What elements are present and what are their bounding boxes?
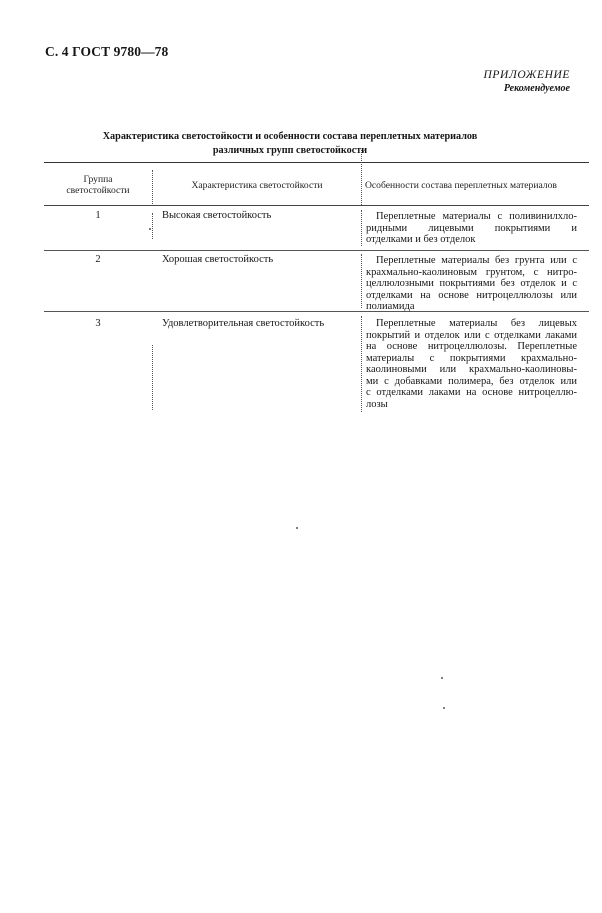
row-3-composition [366, 318, 577, 410]
composition-line: материалы с покрытиями крахмально- [366, 352, 577, 364]
composition-line: с отделками лаками на основе нитроцеллю- [366, 387, 577, 398]
composition-line: ридными лицевыми покрытиями и [366, 222, 577, 234]
composition-line: Переплетные материалы без лицевых [376, 318, 577, 329]
column-divider [361, 210, 362, 246]
scan-speck [296, 527, 298, 529]
caption-line-2: различных групп светостойкости [212, 145, 368, 156]
column-divider [152, 170, 153, 204]
composition-line: отделками на основе нитроцеллюлозы или [366, 289, 577, 301]
scan-speck [441, 677, 443, 679]
table-header-rule [44, 205, 589, 206]
composition-line: покрытий и отделок или с отделками лаками [366, 329, 577, 341]
row-3-group: 3 [95, 318, 101, 329]
row-divider [44, 250, 589, 251]
composition-line: каолиновыми или крахмально-каолиновы- [366, 364, 577, 375]
caption-line-1: Характеристика светостойкости и особенности состава переплетных материалов [102, 131, 478, 142]
appendix-subtitle: Рекомендуемое [503, 83, 570, 94]
page-header: С. 4 ГОСТ 9780—78 [45, 44, 169, 59]
row-2-characteristic: Хорошая светостойкость [162, 254, 274, 265]
composition-line: полиамида [366, 301, 415, 312]
column-divider [361, 150, 362, 205]
composition-line: лозы [366, 398, 388, 410]
column-divider [152, 213, 153, 239]
appendix-label [484, 69, 570, 95]
table-top-rule [44, 162, 589, 163]
row-1-composition [366, 211, 577, 246]
composition-line: отделками и без отделок [366, 234, 476, 245]
column-divider [361, 316, 362, 412]
composition-line: целлюлозными покрытиями без отделок и с [366, 278, 577, 289]
row-1-characteristic: Высокая светостойкость [162, 210, 272, 221]
column-divider [361, 254, 362, 308]
header-composition: Особенности состава переплетных материалов [365, 180, 557, 191]
appendix-title: ПРИЛОЖЕНИЕ [483, 69, 570, 81]
composition-line: ми с добавками полимера, без отделок или [366, 375, 577, 387]
scan-speck [443, 707, 445, 709]
row-2-group: 2 [95, 254, 101, 265]
composition-line: на основе нитроцеллюлозы. Переплетные [366, 341, 577, 352]
composition-line: крахмально-каолиновым грунтом, с нитро- [366, 266, 577, 278]
header-group [50, 174, 146, 196]
row-1-group: 1 [95, 210, 101, 221]
composition-line: Переплетные материалы без грунта или с [376, 255, 577, 266]
header-characteristic: Характеристика светостойкости [191, 180, 323, 191]
column-divider [152, 345, 153, 410]
row-2-composition [366, 255, 577, 313]
header-group-line-1: Группа [83, 174, 113, 185]
header-group-line-2: светостойкости [66, 185, 130, 196]
scan-speck [149, 228, 151, 230]
row-3-characteristic: Удовлетворительная светостойкость [162, 318, 325, 329]
composition-line: Переплетные материалы с поливинилхло- [376, 211, 577, 222]
table-caption [100, 130, 480, 158]
